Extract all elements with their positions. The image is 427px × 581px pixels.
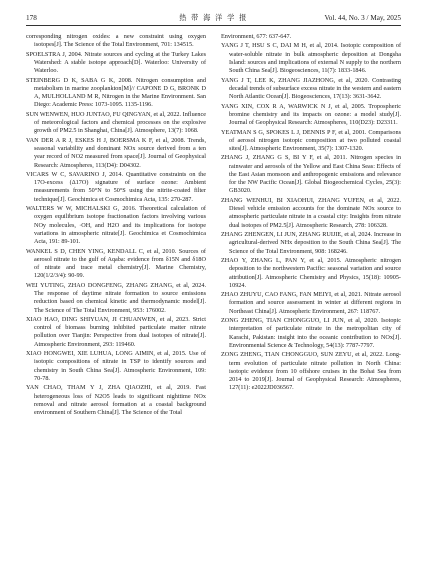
reference-entry: YANG XIN, COX R A, WARWICK N J, et al, 2005. Tropospheric bromine chemistry and its impacts on ozone: a model study[J]. Journal of Geophysical Research: Atmospheres, 110(D23): D23311.: [221, 102, 401, 127]
left-column: [26, 33, 206, 571]
reference-entry: WEI YUTING, ZHAO DONGFENG, ZHANG ZHANG, et al, 2024. The response of daytime nitrate formation to source emissions reduction based on chemical kinetic and thermodynamic model[J]. The Science of The Total Environment, 953: 176002.: [26, 281, 206, 314]
journal-title: 热 带 海 洋 学 报: [179, 14, 248, 22]
reference-entry: YANG J T, HSU S C, DAI M H, et al, 2014. Isotopic composition of water-soluble nitrate in bulk atmospheric deposition at Dongsha Island: sources and implications of external N supply to the northern South China Sea[J]. Biogeosciences, 11(7): 1833-1846.: [221, 42, 401, 75]
right-column: [221, 33, 401, 571]
reference-entry: Environment, 677: 637-647.: [221, 33, 292, 40]
references-body: [26, 33, 401, 571]
running-header: [26, 11, 401, 26]
page-number: 178: [26, 14, 37, 22]
reference-entry: ZHAO Y, ZHANG L, PAN Y, et al, 2015. Atmospheric nitrogen deposition to the northwestern Pacific: seasonal variation and source attribution[J]. Atmospheric Chemistry and Physics, 15(18): 10905-10924.: [221, 257, 401, 289]
reference-entry: YAN CHAO, THAM Y J, ZHA QIAOZHI, et al, 2019. Fast heterogeneous loss of N2O5 leads to significant nighttime NOx removal and nitrate aerosol formation at a coastal background environment of Southern China[J]. The Science of the Total: [26, 384, 206, 417]
volume-info: Vol. 44, No. 3 / May, 2025: [324, 14, 401, 22]
reference-entry: WALTERS W W, MICHALSKI G, 2016. Theoretical calculation of oxygen equilibrium isotope fractionation factors involving various NOy molecules, ·OH, and H2O and its implications for isotope variations in atmospheric nitrate[J]. Geochimica et Cosmochimica Acta, 191: 89-101.: [26, 205, 206, 246]
reference-entry: XIAO HONGWEI, XIE LUHUA, LONG AIMIN, et al, 2015. Use of isotopic compositions of nitrate in TSP to identify sources and chemistry in South China Sea[J]. Atmospheric Environment, 109: 70-78.: [26, 350, 206, 382]
reference-entry: VAN DER A R J, ESKES H J, BOERSMA K F, et al, 2008. Trends, seasonal variability and dominant NOx source derived from a ten year record of NO2 measured from space[J]. Journal of Geophysical Research: Atmospheres, 113(D4): D04302.: [26, 136, 206, 169]
reference-entry: VICARS W C, SAVARINO J, 2014. Quantitative constraints on the 17O-excess (Δ17O) signature of surface ozone: Ambient measurements from 50°N to 50°S using the nitrite-coated filter technique[J]. Geochimica et Cosmochimica Acta, 135: 270-287.: [26, 170, 206, 203]
reference-entry: STEINBERG D K, SABA G K, 2008. Nitrogen consumption and metabolism in marine zooplankton[M]// CAPONE D G, BRONK D A, MULHOLLAND M R, Nitrogen in the Marine Environment. San Diego: Academic Press: 1073-1095. 1135-1196.: [26, 76, 206, 109]
reference-entry: XIAO HAO, DING SHIYUAN, JI CHUANWEN, et al, 2023. Strict control of biomass burning inhibited particulate matter nitrate pollution over Tianjin: Perspective from dual isotopes of nitrate[J]. Atmospheric Environment, 293: 119460.: [26, 315, 206, 348]
reference-entry: WANKEL S D, CHEN YING, KENDALL C, et al, 2010. Sources of aerosol nitrate to the gulf of Aqaba: evidence from δ15N and δ18O of nitrate and trace metal chemistry[J]. Marine Chemistry, 120(1/2/3/4): 90-99.: [26, 247, 206, 280]
reference-entry: SPOELSTRA J, 2004. Nitrate sources and cycling at the Turkey Lakes Watershed: A stable isotope approach[D]. Waterloo: University of Waterloo.: [26, 50, 206, 75]
reference-entry: YEATMAN S G, SPOKES L J, DENNIS P F, et al, 2001. Comparisons of aerosol nitrogen isotopic composition at two polluted coastal sites[J]. Atmospheric Environment, 35(7): 1307-1320.: [221, 128, 401, 152]
reference-entry: ZHANG WENHUI, BI XIAOHUI, ZHANG YUFEN, et al, 2022. Diesel vehicle emission accounts for the dominate NOx source to atmospheric particulate nitrate in a coastal city: Insights from nitrate dual isotopes of PM2.5[J]. Atmospheric Research, 278: 106328.: [221, 196, 401, 229]
reference-entry: YANG J T, LEE K, ZHANG JIAZHONG, et al, 2020. Contrasting decadal trends of subsurface excess nitrate in the western and eastern North Atlantic Ocean[J]. Biogeosciences, 17(13): 3631-3642.: [221, 76, 401, 101]
reference-entry: ZHAO ZHUYU, CAO FANG, FAN MEIYI, et al, 2021. Nitrate aerosol formation and source assessment in winter at different regions in Northeast China[J]. Atmospheric Environment, 267: 118767.: [221, 291, 401, 315]
reference-entry: ZONG ZHENG, TIAN CHONGGUO, LI JUN, et al, 2020. Isotopic interpretation of particulate nitrate in the metropolitan city of Karachi, Pakistan: insight into the oceanic contribution to NOx[J]. Environmental Science & Technology, 54(13): 7787-7797.: [221, 317, 401, 349]
reference-entry: ZONG ZHENG, TIAN CHONGGUO, SUN ZEYU, et al, 2022. Long-term evolution of particulate nitrate pollution in North China: isotopic evidence from 10 offshore cruises in the Bohai Sea from 2014 to 2019[J]. Journal of Geophysical Research: Atmospheres, 127(11): e2022JD036567.: [221, 351, 401, 392]
reference-entry: ZHANG J, ZHANG G S, BI Y F, et al, 2011. Nitrogen species in rainwater and aerosols of the Yellow and East China Seas: Effects of the East Asian monsoon and anthropogenic emissions and relevance for the NW Pacific Ocean[J]. Global Biogeochemical Cycles, 25(3): GB3020.: [221, 154, 401, 195]
reference-entry: SUN WENWEN, HUO JUNTAO, FU QINGYAN, et al, 2022. Influence of meteorological factors and chemical processes on the explosive growth of PM2.5 in Shanghai, China[J]. Atmosphere, 13(7): 1068.: [26, 110, 206, 135]
reference-entry: ZHANG ZHENGEN, LI JUN, ZHANG RUIJIE, et al, 2024. Increase in agricultural-derived NHx deposition to the South China Sea[J]. The Science of the Total Environment, 908: 168246.: [221, 231, 401, 255]
reference-entry: corresponding nitrogen oxides: a new constraint using oxygen isotopes[J]. The Science of the Total Environment, 701: 134515.: [26, 33, 206, 49]
